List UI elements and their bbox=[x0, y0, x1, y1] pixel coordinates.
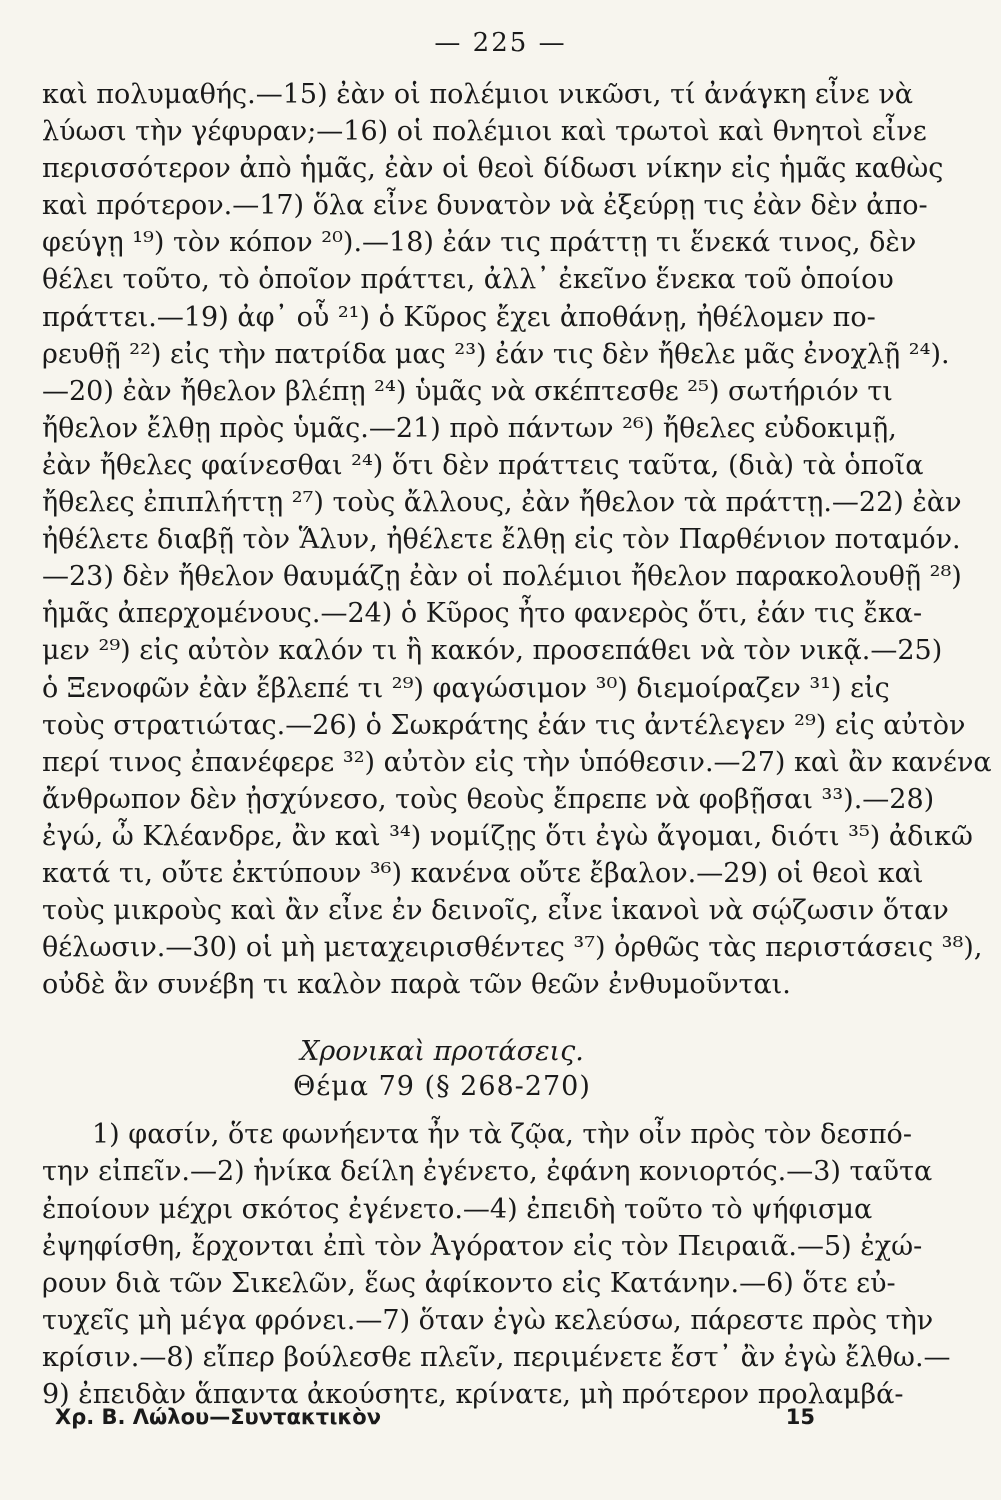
text-line: την εἰπεῖν.—2) ἡνίκα δείλη ἐγένετο, ἐφάνη κονιορτός.—3) ταῦτα bbox=[42, 1156, 933, 1188]
signature-number: 15 bbox=[785, 1405, 815, 1429]
text-line: —20) ἐὰν ἤθελον βλέπῃ ²⁴) ὑμᾶς νὰ σκέπτεσθε ²⁵) σωτήριόν τι bbox=[42, 375, 893, 407]
page-body bbox=[42, 76, 992, 1413]
text-line: θέλωσιν.—30) οἱ μὴ μεταχειρισθέντες ³⁷) ὀρθῶς τὰς περιστάσεις ³⁸), bbox=[42, 932, 983, 964]
text-line: καὶ πρότερον.—17) ὅλα εἶνε δυνατὸν νὰ ἐξεύρῃ τις ἐὰν δὲν ἀπο- bbox=[42, 190, 928, 222]
text-line: 1) φασίν, ὅτε φωνήεντα ἦν τὰ ζῷα, τὴν οἶν πρὸς τὸν δεσπό- bbox=[92, 1119, 912, 1151]
text-line: ἐποίουν μέχρι σκότος ἐγένετο.—4) ἐπειδὴ τοῦτο τὸ ψήφισμα bbox=[42, 1193, 873, 1225]
text-line: ἤθελες ἐπιπλήττῃ ²⁷) τοὺς ἄλλους, ἐὰν ἤθελον τὰ πράττῃ.—22) ἐὰν bbox=[42, 487, 962, 519]
text-line: κατά τι, οὔτε ἐκτύπουν ³⁶) κανένα οὔτε ἔβαλον.—29) οἱ θεοὶ καὶ bbox=[42, 857, 924, 889]
section-heading: Χρονικαὶ προτάσεις. bbox=[300, 1036, 584, 1068]
text-line: ὁ Ξενοφῶν ἐὰν ἔβλεπέ τι ²⁹) φαγώσιμον ³⁰) διεμοίραζεν ³¹) εἰς bbox=[42, 672, 890, 704]
text-line: θέλει τοῦτο, τὸ ὁποῖον πράττει, ἀλλ᾽ ἐκεῖνο ἕνεκα τοῦ ὁποίου bbox=[42, 264, 894, 296]
text-line: ἡμᾶς ἀπερχομένους.—24) ὁ Κῦρος ἦτο φανερὸς ὅτι, ἐάν τις ἔκα- bbox=[42, 598, 923, 630]
exercise-section-2 bbox=[42, 1116, 951, 1413]
text-line: λύωσι τὴν γέφυραν;—16) οἱ πολέμιοι καὶ τρωτοὶ καὶ θνητοὶ εἶνε bbox=[42, 116, 927, 148]
text-line: ἐψηφίσθη, ἔρχονται ἐπὶ τὸν Ἀγόρατον εἰς τὸν Πειραιᾶ.—5) ἐχώ- bbox=[42, 1230, 923, 1262]
text-line: περί τινος ἐπανέφερε ³²) αὐτὸν εἰς τὴν ὑπόθεσιν.—27) καὶ ἂν κανένα bbox=[42, 746, 992, 778]
exercise-section-1 bbox=[42, 76, 992, 1003]
text-line: καὶ πολυμαθής.—15) ἐὰν οἱ πολέμιοι νικῶσι, τί ἀνάγκη εἶνε νὰ bbox=[42, 79, 914, 110]
book-author-title: Χρ. Β. Λώλου—Συντακτικὸν bbox=[55, 1405, 382, 1429]
text-line: ἤθελον ἔλθῃ πρὸς ὑμᾶς.—21) πρὸ πάντων ²⁶) ἤθελες εὐδοκιμῇ, bbox=[42, 412, 897, 444]
text-line: ἠθέλετε διαβῇ τὸν Ἅλυν, ἠθέλετε ἔλθῃ εἰς τὸν Παρθένιον ποταμόν. bbox=[42, 524, 961, 556]
text-line: φεύγῃ ¹⁹) τὸν κόπον ²⁰).—18) ἐάν τις πράττῃ τι ἕνεκά τινος, δὲν bbox=[42, 227, 917, 259]
text-line: ρευθῇ ²²) εἰς τὴν πατρίδα μας ²³) ἐάν τις δὲν ἤθελε μᾶς ἐνοχλῇ ²⁴). bbox=[42, 338, 950, 370]
text-line: τοὺς μικροὺς καὶ ἂν εἶνε ἐν δεινοῖς, εἶνε ἱκανοὶ νὰ σῴζωσιν ὅταν bbox=[42, 895, 949, 927]
text-line: 9) ἐπειδὰν ἅπαντα ἀκούσητε, κρίνατε, μὴ πρότερον προλαμβά- bbox=[42, 1379, 904, 1410]
text-line: κρίσιν.—8) εἴπερ βούλεσθε πλεῖν, περιμένετε ἔστ᾽ ἂν ἐγὼ ἔλθω.— bbox=[42, 1341, 951, 1373]
text-line: πράττει.—19) ἀφ᾽ οὗ ²¹) ὁ Κῦρος ἔχει ἀποθάνῃ, ἠθέλομεν πο- bbox=[42, 301, 876, 333]
text-line: ἐγώ, ὦ Κλέανδρε, ἂν καὶ ³⁴) νομίζῃς ὅτι ἐγὼ ἄγομαι, διότι ³⁵) ἀδικῶ bbox=[42, 820, 973, 852]
text-line: ρουν διὰ τῶν Σικελῶν, ἕως ἀφίκοντο εἰς Κατάνην.—6) ὅτε εὐ- bbox=[42, 1267, 896, 1299]
exercise-title: Θέμα 79 (§ 268-270) bbox=[293, 1071, 591, 1103]
text-line: —23) δὲν ἤθελον θαυμάζῃ ἐὰν οἱ πολέμιοι ἤθελον παρακολουθῇ ²⁸) bbox=[42, 561, 962, 593]
text-line: τοὺς στρατιώτας.—26) ὁ Σωκράτης ἐάν τις ἀντέλεγεν ²⁹) εἰς αὐτὸν bbox=[42, 709, 966, 741]
text-line: τυχεῖς μὴ μέγα φρόνει.—7) ὅταν ἐγὼ κελεύσω, πάρεστε πρὸς τὴν bbox=[42, 1304, 934, 1336]
text-line: μεν ²⁹) εἰς αὐτὸν καλόν τι ἢ κακόν, προσεπάθει νὰ τὸν νικᾷ.—25) bbox=[42, 635, 943, 667]
text-line: ἄνθρωπον δὲν ᾐσχύνεσο, τοὺς θεοὺς ἔπρεπε νὰ φοβῇσαι ³³).—28) bbox=[42, 783, 935, 815]
text-line: οὐδὲ ἂν συνέβη τι καλὸν παρὰ τῶν θεῶν ἐνθυμοῦνται. bbox=[42, 969, 791, 1001]
text-line: περισσότερον ἀπὸ ἡμᾶς, ἐὰν οἱ θεοὶ δίδωσι νίκην εἰς ἡμᾶς καθὼς bbox=[42, 153, 944, 185]
text-line: ἐὰν ἤθελες φαίνεσθαι ²⁴) ὅτι δὲν πράττεις ταῦτα, (διὰ) τὰ ὁποῖα bbox=[42, 449, 924, 481]
page-number: — 225 — bbox=[434, 28, 567, 58]
